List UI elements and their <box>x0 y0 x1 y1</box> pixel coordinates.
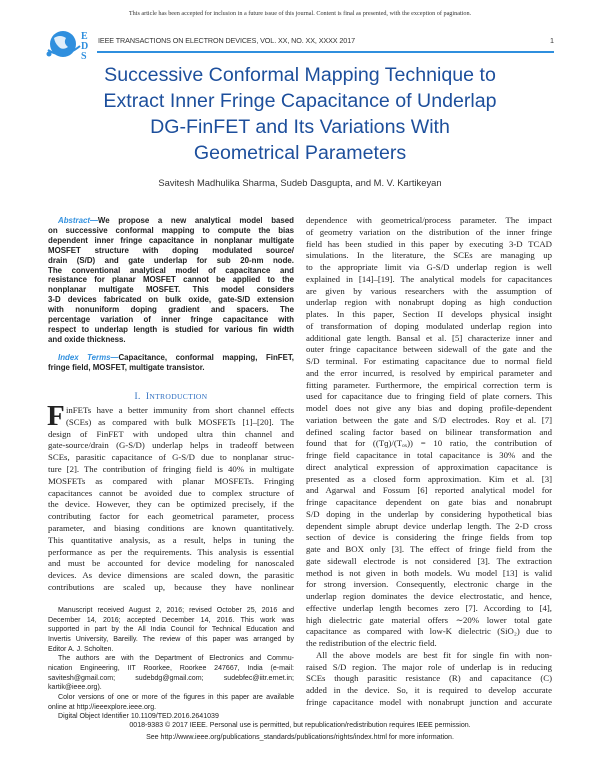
paragraph <box>48 216 294 345</box>
paragraph <box>48 654 294 693</box>
text-line <box>306 215 552 227</box>
line-text: simulations. In the literature, the SCEs are managing up <box>306 250 552 261</box>
copyright-footer <box>0 720 600 743</box>
line-text: plates. In this paper, Section II develops physical insight <box>306 309 552 319</box>
line-text: This quantitative analysis, as a result, helps in tuning the <box>48 534 294 545</box>
line-text: kartik@ieee.org). <box>48 684 102 692</box>
line-text: explained in [14]–[19]. The analytical models for capacitances <box>306 273 552 284</box>
text-line <box>48 635 294 645</box>
line-text: are given by various researchers with the assumption of <box>306 285 552 296</box>
line-text: on successive conformal mapping to compute the bias <box>48 225 294 235</box>
line-text: section of device is considering the fringe fields from top <box>306 532 552 543</box>
line-text: respect to underlap length is studied for various fin width <box>48 324 294 334</box>
journal-header: IEEE TRANSACTIONS ON ELECTRON DEVICES, VOL. XX, NO. XX, XXXX 2017 <box>98 36 355 45</box>
text-line <box>306 262 552 274</box>
author-list: Savitesh Madhulika Sharma, Sudeb Dasgupta, and M. V. Kartikeyan <box>158 177 442 188</box>
line-text: underlap region dominates the device electrostatic, and hence, <box>306 591 552 601</box>
title-line: Geometrical Parameters <box>193 142 407 164</box>
line-text: gate and BOX only [3]. The effect of fringe field from the <box>306 544 552 554</box>
line-text: raised S/D region. The major role of underlap is in reducing <box>306 661 552 672</box>
line-text: effective underlap length becomes zero [7]. According to [4], <box>306 602 552 613</box>
line-text: MOSFETs as compared with planar MOSFETs. Fringing <box>48 475 294 486</box>
right-column-text <box>306 215 552 709</box>
line-text: dependence with geometrical/process parameter. The impact <box>306 215 552 225</box>
text-line <box>48 405 294 417</box>
text-line <box>306 509 552 521</box>
line-text: parameter, and biasing conditions are known quantitatively. <box>48 522 294 533</box>
svg-text:E: E <box>81 31 88 42</box>
line-text: underlap region with nonabrupt doping as high conduction <box>306 297 552 308</box>
page-number: 1 <box>550 36 554 45</box>
footer-line: 0018-9383 © 2017 IEEE. Personal use is permitted, but republication/redistribution requires IEEE permission. <box>129 722 471 729</box>
text-line <box>48 654 294 664</box>
line-text: used for capacitance due to fringing field of plate corners. This <box>306 391 552 402</box>
line-text: ture [2]. The contribution of fringing field is 40% in multigate <box>48 463 294 474</box>
text-line <box>48 535 294 547</box>
line-text: SCEs though parasitic resistance (R) and capacitance (C) <box>306 673 552 684</box>
line-text: drain (S/D) and gate underlap for sub 20-nm node. <box>48 255 294 265</box>
text-line <box>306 521 552 533</box>
line-text: fitting parameter. Furthermore, the empirical correction term is <box>306 379 552 390</box>
line-text: Editor A. J. Scholten. <box>48 645 114 653</box>
line-text: capacitances cannot be avoided due to complex structure of <box>48 487 294 498</box>
line-text: additional gate length. Bansal et al. [5] characterize inner and <box>306 332 552 343</box>
line-text: supported in part by the All India Council for Technical Education and <box>48 626 294 634</box>
lead-label: Abstract— <box>58 216 98 225</box>
line-text: of transformation of doping modulated underlap region into <box>306 320 552 331</box>
line-text: found that for ((Tɡ)/(Tₒₓ)) = 10 ratio, the contribution of <box>306 438 552 449</box>
line-text: field has been studied in this paper by executing 3-D TCAD <box>306 238 552 249</box>
text-line <box>306 485 552 497</box>
text-line <box>48 452 294 464</box>
line-text: and oxide thickness. <box>48 334 126 344</box>
line-text: S/D terminal. For estimating capacitance due to normal field <box>306 356 552 366</box>
text-line <box>48 216 294 226</box>
paragraph <box>48 693 294 712</box>
svg-text:D: D <box>81 41 89 52</box>
text-line <box>306 497 552 509</box>
line-text: added in the device. So, it is required to develop accurate <box>306 685 552 695</box>
line-text: defined scaling factor based on bilinear transformation and <box>306 426 552 437</box>
text-line <box>48 464 294 476</box>
text-line <box>48 523 294 535</box>
paper-title <box>30 62 570 166</box>
line-text: method is not given in both models. Wu model [13] is valid <box>306 567 552 578</box>
text-line <box>48 363 294 373</box>
text-line <box>306 286 552 298</box>
text-line <box>306 321 552 333</box>
line-text: variation between the gate and S/D electrodes. Roy et al. [7] <box>306 414 552 425</box>
text-line <box>48 606 294 616</box>
line-text: Manuscript received August 2, 2016; revised October 25, 2016 and <box>58 607 294 614</box>
line-text: devices. As device dimensions are scaled down, the parasitic <box>48 570 294 581</box>
text-line <box>48 429 294 441</box>
text-line <box>306 626 552 638</box>
line-text: capacitance as compared with low-K dielectric (SiO₂) due to <box>306 626 552 637</box>
line-text: high dielectric gate material offers ∼20% lower total gate <box>306 614 552 625</box>
line-text: Digital Object Identifier 10.1109/TED.2016.2641039 <box>58 713 219 721</box>
line-text: for strong inversion. Consequently, electronic charge in the <box>306 579 552 590</box>
line-text: online at http://ieeexplore.ieee.org. <box>48 703 157 711</box>
text-line <box>306 603 552 615</box>
line-text: nication Engineering, IIT Roorkee, Roorkee 247667, India (e-mail: <box>48 664 294 672</box>
text-line <box>306 662 552 674</box>
text-line <box>306 309 552 321</box>
line-text: with nonuniform doping gradient and spacers. The <box>48 305 294 315</box>
line-text: gate-source/drain (G-S/D) underlap helps in tradeoff between <box>48 440 294 451</box>
text-line <box>48 417 294 429</box>
line-text: fringe field capacitance in total capacitance is 30% and the <box>306 450 552 460</box>
text-line <box>48 353 294 363</box>
text-line <box>48 476 294 488</box>
text-line <box>306 344 552 356</box>
paragraph <box>47 400 294 594</box>
text-line <box>48 547 294 559</box>
line-text: the device. However, they can be optimized precisely, if the <box>48 499 294 510</box>
text-line <box>48 683 294 693</box>
line-text: gate sidewall electrode is not considered [3]. The extraction <box>306 555 552 566</box>
line-text: and Agarwal and Fossum [6] reported analytical model for <box>306 485 552 496</box>
text-line <box>48 625 294 635</box>
text-line <box>48 246 294 256</box>
text-line <box>306 391 552 403</box>
line-text: SCEs, parasitic capacitance of G-S/D due to nonplanar struc- <box>48 452 294 463</box>
paragraph <box>48 353 294 373</box>
line-text: (SCEs) as compared with bulk MOSFETs [1]–[20]. The <box>66 416 294 427</box>
line-text: savitesh@gmail.com; sudebdg@gmail.com; sudebfec@iitr.ernet.in; <box>48 674 294 682</box>
text-line <box>48 335 294 345</box>
line-text: resistance for planar MOSFET cannot be applied to the <box>48 275 294 285</box>
line-text: direct analytical expression of approximation capacitance is <box>306 461 552 472</box>
text-line <box>48 645 294 655</box>
text-line <box>306 462 552 474</box>
line-text: The authors are with the Department of Electronics and Commu- <box>58 655 294 663</box>
line-text: performance as per the requirements. This analysis is essential <box>48 546 294 557</box>
line-text: nonplanar multigate MOSFET. This model considers <box>48 285 294 295</box>
text-line <box>48 693 294 703</box>
line-text: dependent simple abrupt device underlap length. The 2-D cross <box>306 520 552 531</box>
text-line <box>306 474 552 486</box>
text-line <box>306 450 552 462</box>
text-line <box>48 275 294 285</box>
line-text: fringe capacitance model with nonabrupt junction and accurate <box>306 696 552 707</box>
lead-label: Index Terms— <box>58 353 119 362</box>
line-text: the redistribution of the electric field. <box>306 638 437 648</box>
line-text: Color versions of one or more of the figures in this paper are available <box>58 693 294 701</box>
text-line <box>306 697 552 709</box>
line-text: and the error incurred, is resolved by empirical parameter and <box>306 367 552 378</box>
line-text: to the appropriate limit via G-S/D underlap region is well <box>306 262 552 272</box>
text-line <box>306 556 552 568</box>
text-line <box>48 616 294 626</box>
line-text: MOSFET structure with doping modulated source/ <box>48 245 294 255</box>
text-line <box>48 440 294 452</box>
title-line: DG-FinFET and Its Variations With <box>150 116 450 138</box>
text-line <box>306 297 552 309</box>
line-text: model does not give any bias and doping profile-dependent <box>306 403 552 413</box>
text-line <box>48 570 294 582</box>
line-text: We propose a new analytical model based <box>97 216 294 225</box>
text-line <box>306 333 552 345</box>
text-line <box>306 239 552 251</box>
text-line <box>48 295 294 305</box>
text-line <box>306 227 552 239</box>
line-text: The conventional analytical model of capacitance and <box>48 265 294 275</box>
text-line <box>306 591 552 603</box>
text-line <box>48 664 294 674</box>
paragraph <box>306 215 552 650</box>
text-line <box>306 274 552 286</box>
text-line <box>306 403 552 415</box>
section-title-rest: NTRODUCTION <box>149 392 208 401</box>
text-line <box>306 579 552 591</box>
header-rule <box>97 51 554 53</box>
text-line <box>48 325 294 335</box>
text-line <box>48 674 294 684</box>
line-text: and must be accounted for device modeling for nanoscaled <box>48 558 294 569</box>
text-line <box>48 256 294 266</box>
svg-text:S: S <box>81 51 87 62</box>
abstract <box>48 216 294 345</box>
paragraph <box>48 606 294 654</box>
text-line <box>48 315 294 325</box>
line-text: presented as a closed form approximation. Kim et al. [3] <box>306 473 552 484</box>
text-line <box>306 438 552 450</box>
text-line <box>48 582 294 594</box>
text-line <box>306 568 552 580</box>
line-text: S/D doping in the underlap by considering hypothetical bias <box>306 508 552 519</box>
line-text: Invertis University, Bareilly. The review of this paper was arranged by <box>48 635 294 643</box>
line-text: December 14, 2016; accepted December 14, 2016. This work was <box>48 616 294 624</box>
acceptance-notice: This article has been accepted for inclusion in a future issue of this journal. Content is final as presented, with the exception of pagination. <box>128 10 472 17</box>
text-line <box>306 673 552 685</box>
line-text: design of FinFET with undoped ultra thin channel and <box>48 428 294 439</box>
line-text: fringe field, MOSFET, multigate transistor. <box>48 362 205 372</box>
line-text: contributing factor for each geometrical parameter, process <box>48 511 294 522</box>
text-line <box>306 368 552 380</box>
text-line <box>306 380 552 392</box>
paragraph <box>306 650 552 709</box>
text-line <box>48 266 294 276</box>
text-line <box>306 650 552 662</box>
text-line <box>48 511 294 523</box>
text-line <box>306 356 552 368</box>
line-text: dependent inner fringe capacitance in nonplanar multigate <box>48 235 294 245</box>
text-line <box>306 427 552 439</box>
title-line: Extract Inner Fringe Capacitance of Underlap <box>103 90 497 112</box>
section-number: I. <box>134 392 141 402</box>
text-line <box>306 615 552 627</box>
section-title-initial: I <box>145 392 150 402</box>
line-text: fringe capacitance dependent on gate bias and nonabrupt <box>306 497 552 507</box>
section-heading-introduction <box>48 392 294 402</box>
line-text: outer fringe capacitance between sidewall of the gate and the <box>306 344 552 355</box>
text-line <box>48 236 294 246</box>
line-text: All the above models are best fit for single fin with non- <box>316 649 552 660</box>
text-line <box>306 544 552 556</box>
text-line <box>306 685 552 697</box>
text-line <box>48 499 294 511</box>
text-line <box>48 285 294 295</box>
line-text: contributions are scaled up, because they have nonlinear <box>48 581 294 592</box>
text-line <box>306 415 552 427</box>
index-terms <box>48 353 294 373</box>
text-line <box>48 488 294 500</box>
text-line <box>306 638 552 650</box>
footer-line: See http://www.ieee.org/publications_standards/publications/rights/index.html for more information. <box>146 733 454 741</box>
title-line: Successive Conformal Mapping Technique to <box>104 64 496 86</box>
introduction-text <box>47 400 294 594</box>
text-line <box>48 558 294 570</box>
text-line <box>48 703 294 713</box>
text-line <box>48 226 294 236</box>
line-text: inFETs have a better immunity from short channel effects <box>66 405 294 415</box>
text-line <box>48 305 294 315</box>
text-line <box>306 250 552 262</box>
line-text: of geometry variation on the distribution of the inner fringe <box>306 226 552 237</box>
line-text: Capacitance, conformal mapping, FinFET, <box>118 353 294 362</box>
drop-cap: F <box>47 400 65 432</box>
text-line <box>306 532 552 544</box>
footnotes <box>48 606 294 722</box>
line-text: percentage variation of inner fringe capacitance with <box>48 315 294 325</box>
line-text: 3-D devices fabricated on bulk oxide, gate-S/D extension <box>48 295 294 305</box>
